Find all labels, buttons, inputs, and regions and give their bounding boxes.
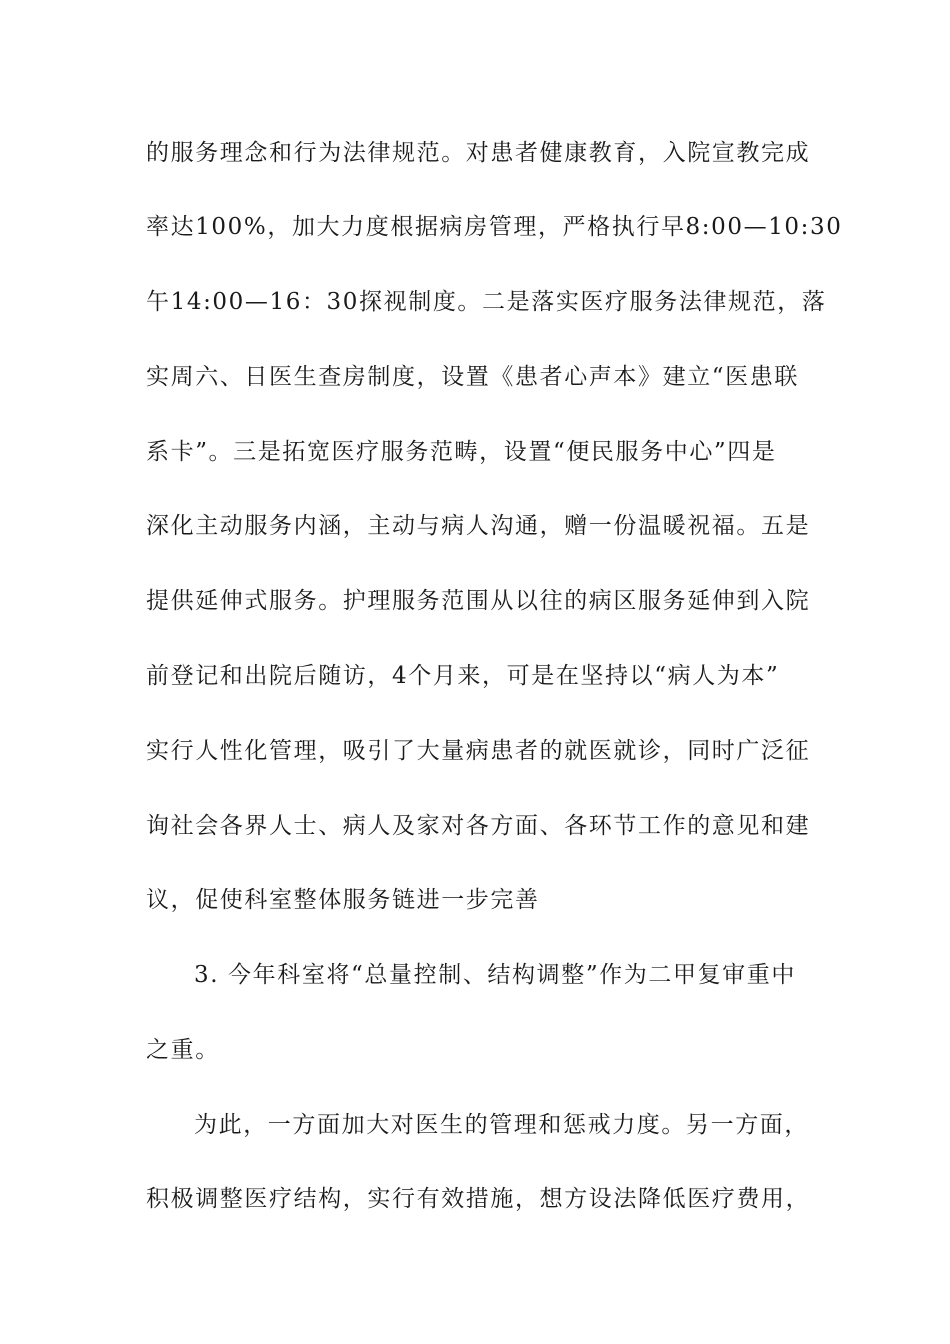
text-line: 之重。 xyxy=(146,1037,220,1063)
text-line: 深化主动服务内涵，主动与病人沟通，赠一份温暖祝福。五是 xyxy=(146,513,811,539)
text-line: 询社会各界人士、病人及家对各方面、各环节工作的意见和建 xyxy=(146,813,811,839)
text-line: 系卡”。三是拓宽医疗服务范畴，设置“便民服务中心”四是 xyxy=(146,439,777,465)
text-line: 前登记和出院后随访，4个月来，可是在坚持以“病人为本” xyxy=(146,663,780,689)
paragraph-start-line: 3. 今年科室将“总量控制、结构调整”作为二甲复审重中 xyxy=(194,962,796,988)
text-line: 实行人性化管理，吸引了大量病患者的就医就诊，同时广泛征 xyxy=(146,738,811,764)
text-line: 率达100%，加大力度根据病房管理，严格执行早8:00—10:30 xyxy=(146,214,843,240)
text-line: 积极调整医疗结构，实行有效措施，想方设法降低医疗费用， xyxy=(146,1186,811,1212)
text-line: 提供延伸式服务。护理服务范围从以往的病区服务延伸到入院 xyxy=(146,588,811,614)
paragraph-start-line: 为此，一方面加大对医生的管理和惩戒力度。另一方面， xyxy=(194,1112,809,1138)
text-line: 的服务理念和行为法律规范。对患者健康教育，入院宣教完成 xyxy=(146,140,811,166)
text-line: 午14:00—16：30探视制度。二是落实医疗服务法律规范，落 xyxy=(146,289,827,315)
text-line: 实周六、日医生查房制度，设置《患者心声本》建立“医患联 xyxy=(146,364,799,390)
text-line: 议，促使科室整体服务链进一步完善 xyxy=(146,887,540,913)
